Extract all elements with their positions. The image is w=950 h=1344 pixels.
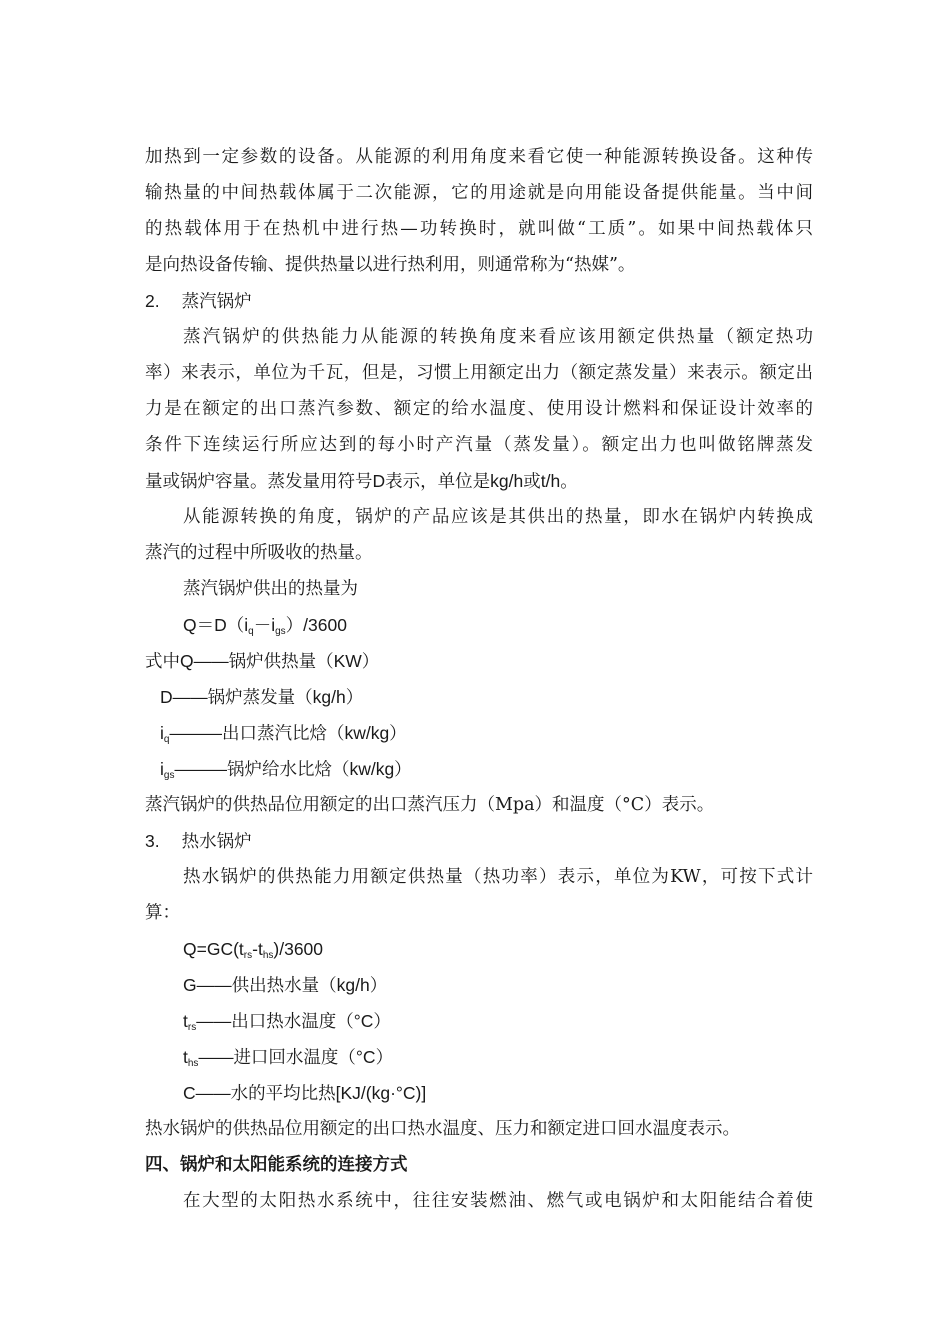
formula-subscript: q (248, 626, 254, 636)
section-2-p1-line-2: 率）来表示，单位为千瓦，但是，习惯上用额定出力（额定蒸发量）来表示。额定出 (145, 363, 813, 383)
section-2-p2-line-2: 蒸汽的过程中所吸收的热量。 (145, 543, 373, 563)
where-q-definition: Q——锅炉供热量（KW） (180, 651, 380, 671)
section-2-p3: 蒸汽锅炉供出的热量为 (183, 579, 358, 599)
section-2-p1-line-5 (145, 470, 813, 493)
hot-water-heat-formula (183, 938, 813, 960)
text-run: 或 (523, 472, 541, 492)
where-c-definition: C——水的平均比热[KJ/(kg·°C)] (183, 1083, 427, 1103)
text-run: 表示，单位是 (385, 472, 491, 492)
where-ths-definition (183, 1046, 813, 1068)
section-2-p1-line-4: 条件下连续运行所应达到的每小时产汽量（蒸发量）。额定出力也叫做铭牌蒸发 (145, 435, 813, 455)
section-2-number: 2. (145, 291, 160, 311)
text-run: 。 (560, 472, 578, 492)
symbol-t: t (183, 1011, 188, 1031)
steam-quality-line: 蒸汽锅炉的供热品位用额定的出口蒸汽压力（Mpa）和温度（°C）表示。 (145, 795, 715, 815)
section-3-heading (145, 830, 813, 853)
steam-heat-formula (183, 614, 813, 636)
paragraph-1-line-2: 输热量的中间热载体属于二次能源，它的用途就是向用能设备提供能量。当中间 (145, 183, 813, 203)
definition-text: ——进口回水温度（°C） (198, 1047, 394, 1067)
formula-part: －i (253, 615, 276, 635)
where-trs-definition (183, 1010, 813, 1032)
definition-text: ———出口蒸汽比焓（kw/kg） (169, 723, 407, 743)
where-igs-definition (160, 758, 813, 780)
symbol-d: D (372, 471, 386, 491)
section-2-title: 蒸汽锅炉 (181, 292, 252, 312)
formula-subscript: gs (275, 626, 286, 636)
where-iq-definition (160, 722, 813, 744)
section-2-p1-line-1: 蒸汽锅炉的供热能力从能源的转换角度来看应该用额定供热量（额定热功 (183, 327, 813, 347)
where-g-definition: G——供出热水量（kg/h） (183, 975, 388, 995)
formula-part: )/3600 (273, 939, 324, 959)
section-4-p1-line-1: 在大型的太阳热水系统中，往往安装燃油、燃气或电锅炉和太阳能结合着使 (183, 1191, 813, 1211)
symbol-subscript: rs (187, 1022, 197, 1032)
section-3-title: 热水锅炉 (181, 832, 252, 852)
paragraph-1-line-3: 的热载体用于在热机中进行热—功转换时，就叫做“工质”。如果中间热载体只 (145, 219, 813, 239)
formula-subscript: rs (243, 950, 253, 960)
paragraph-1-line-1: 加热到一定参数的设备。从能源的利用角度来看它使一种能源转换设备。这种传 (145, 147, 813, 167)
section-3-p1-line-1: 热水锅炉的供热能力用额定供热量（热功率）表示，单位为KW，可按下式计 (183, 867, 813, 887)
where-intro: 式中 (145, 652, 180, 672)
unit-kg-h: kg/h (490, 471, 524, 491)
definition-text: ———锅炉给水比焓（kw/kg） (174, 759, 412, 779)
hot-water-quality-line: 热水锅炉的供热品位用额定的出口热水温度、压力和额定进口回水温度表示。 (145, 1119, 740, 1139)
unit-t-h: t/h (540, 471, 561, 491)
formula-part: Q＝D（i (183, 615, 249, 635)
section-4-heading: 四、锅炉和太阳能系统的连接方式 (145, 1155, 408, 1175)
where-q-line (145, 650, 813, 673)
symbol-subscript: hs (187, 1058, 199, 1068)
section-2-heading (145, 290, 813, 313)
section-3-number: 3. (145, 831, 160, 851)
formula-subscript: hs (262, 950, 274, 960)
where-d-definition: D——锅炉蒸发量（kg/h） (160, 687, 364, 707)
section-3-p1-line-2: 算： (145, 903, 180, 923)
symbol-i: i (160, 723, 164, 743)
text-run: 量或锅炉容量。蒸发量用符号 (145, 472, 373, 492)
section-2-p1-line-3: 力是在额定的出口蒸汽参数、额定的给水温度、使用设计燃料和保证设计效率的 (145, 399, 813, 419)
formula-part: -t (252, 939, 263, 959)
section-2-p2-line-1: 从能源转换的角度，锅炉的产品应该是其供出的热量，即水在锅炉内转换成 (183, 507, 813, 527)
formula-part: ）/3600 (285, 615, 347, 635)
symbol-subscript: gs (163, 770, 175, 780)
symbol-i: i (160, 759, 164, 779)
symbol-subscript: q (163, 734, 170, 744)
formula-part: Q=GC(t (183, 939, 244, 959)
paragraph-1-line-4: 是向热设备传输、提供热量以进行热利用，则通常称为“热媒”。 (145, 255, 636, 275)
definition-text: ——出口热水温度（°C） (196, 1011, 391, 1031)
symbol-t: t (183, 1047, 188, 1067)
